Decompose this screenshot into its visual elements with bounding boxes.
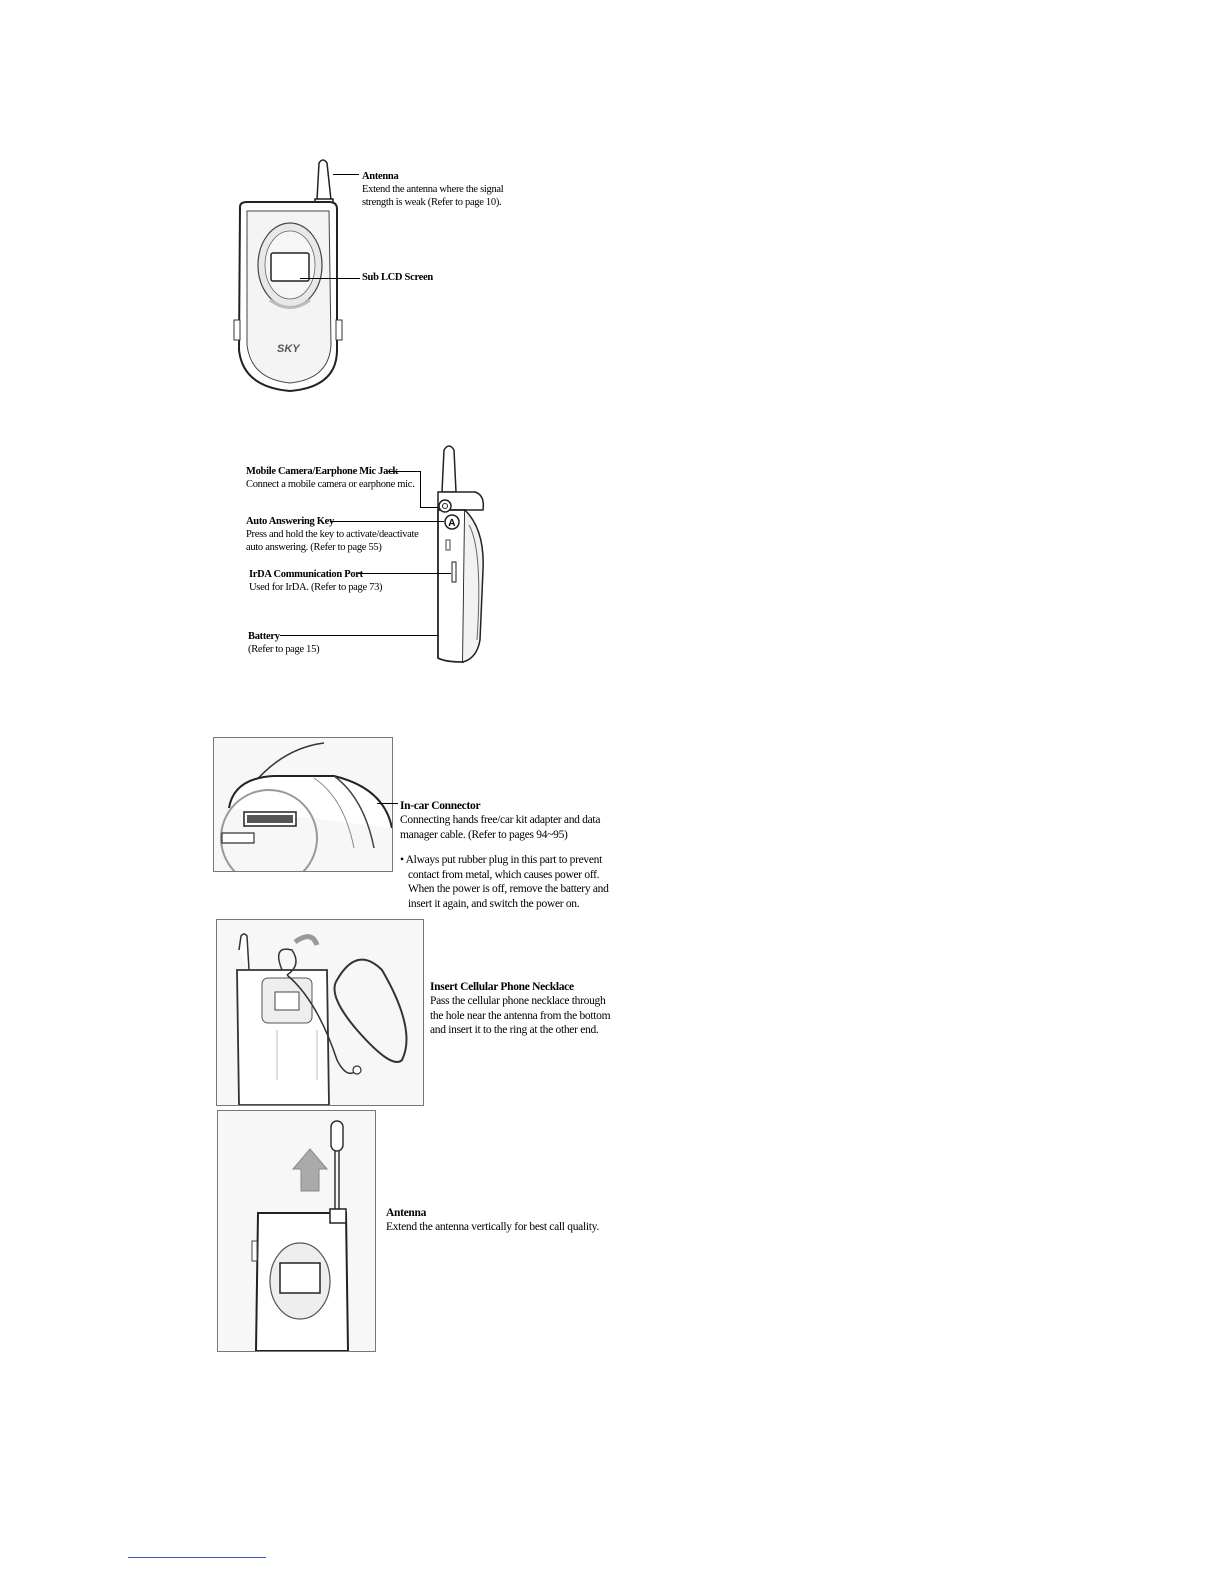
in-car-note-line4: insert it again, and switch the power on. xyxy=(408,897,580,910)
auto-answer-title: Auto Answering Key xyxy=(246,516,334,527)
irda-desc: Used for IrDA. (Refer to page 73) xyxy=(249,582,383,593)
necklace-desc-line2: the hole near the antenna from the bottom xyxy=(430,1009,611,1022)
in-car-connector-image xyxy=(213,737,393,872)
necklace-label-block xyxy=(430,980,610,1038)
antenna-extend-desc: Extend the antenna vertically for best call quality. xyxy=(386,1221,599,1233)
auto-answer-desc-line1: Press and hold the key to activate/deactivate xyxy=(246,529,419,540)
jack-callout-vert xyxy=(420,471,421,507)
camera-jack-title: Mobile Camera/Earphone Mic Jack xyxy=(246,466,398,477)
jack-callout-horiz xyxy=(420,507,438,508)
auto-answer-key-letter: A xyxy=(448,518,456,529)
antenna-title: Antenna xyxy=(362,171,399,182)
camera-jack-desc: Connect a mobile camera or earphone mic. xyxy=(246,479,415,490)
brand-logo: SKY xyxy=(277,343,300,355)
footer-rule xyxy=(128,1557,266,1558)
antenna-callout-line xyxy=(333,174,359,175)
in-car-note-line3: When the power is off, remove the battery and xyxy=(408,883,609,895)
antenna-desc-line2: strength is weak (Refer to page 10). xyxy=(362,197,502,208)
side-phone-illustration xyxy=(425,440,505,665)
sub-lcd-callout-line xyxy=(300,278,360,279)
in-car-desc-line2: manager cable. (Refer to pages 94~95) xyxy=(400,828,568,841)
irda-label-block xyxy=(249,568,382,594)
battery-desc: (Refer to page 15) xyxy=(248,644,320,655)
in-car-note-line2: contact from metal, which causes power off. xyxy=(408,868,600,881)
antenna-extend-image xyxy=(217,1110,376,1352)
battery-title: Battery xyxy=(248,631,280,642)
antenna-extend-label-block xyxy=(386,1206,599,1235)
antenna-extend-title: Antenna xyxy=(386,1207,427,1219)
sub-lcd-title: Sub LCD Screen xyxy=(362,272,433,283)
in-car-note-line1: • Always put rubber plug in this part to prevent xyxy=(400,854,603,866)
in-car-label-block xyxy=(400,799,622,911)
antenna-desc-line1: Extend the antenna where the signal xyxy=(362,184,504,195)
auto-answer-desc-line2: auto answering. (Refer to page 55) xyxy=(246,542,382,553)
necklace-image xyxy=(216,919,424,1106)
battery-label-block xyxy=(248,630,319,656)
necklace-desc-line3: and insert it to the ring at the other end. xyxy=(430,1024,599,1036)
in-car-desc-line1: Connecting hands free/car kit adapter and data xyxy=(400,814,601,826)
in-car-callout-line xyxy=(377,803,398,804)
irda-title: IrDA Communication Port xyxy=(249,569,363,580)
auto-answer-label-block xyxy=(246,515,419,554)
necklace-title: Insert Cellular Phone Necklace xyxy=(430,981,574,993)
antenna-label-block xyxy=(362,170,503,209)
necklace-desc-line1: Pass the cellular phone necklace through xyxy=(430,995,606,1007)
camera-jack-label-block xyxy=(246,465,414,491)
in-car-title: In-car Connector xyxy=(400,800,481,812)
